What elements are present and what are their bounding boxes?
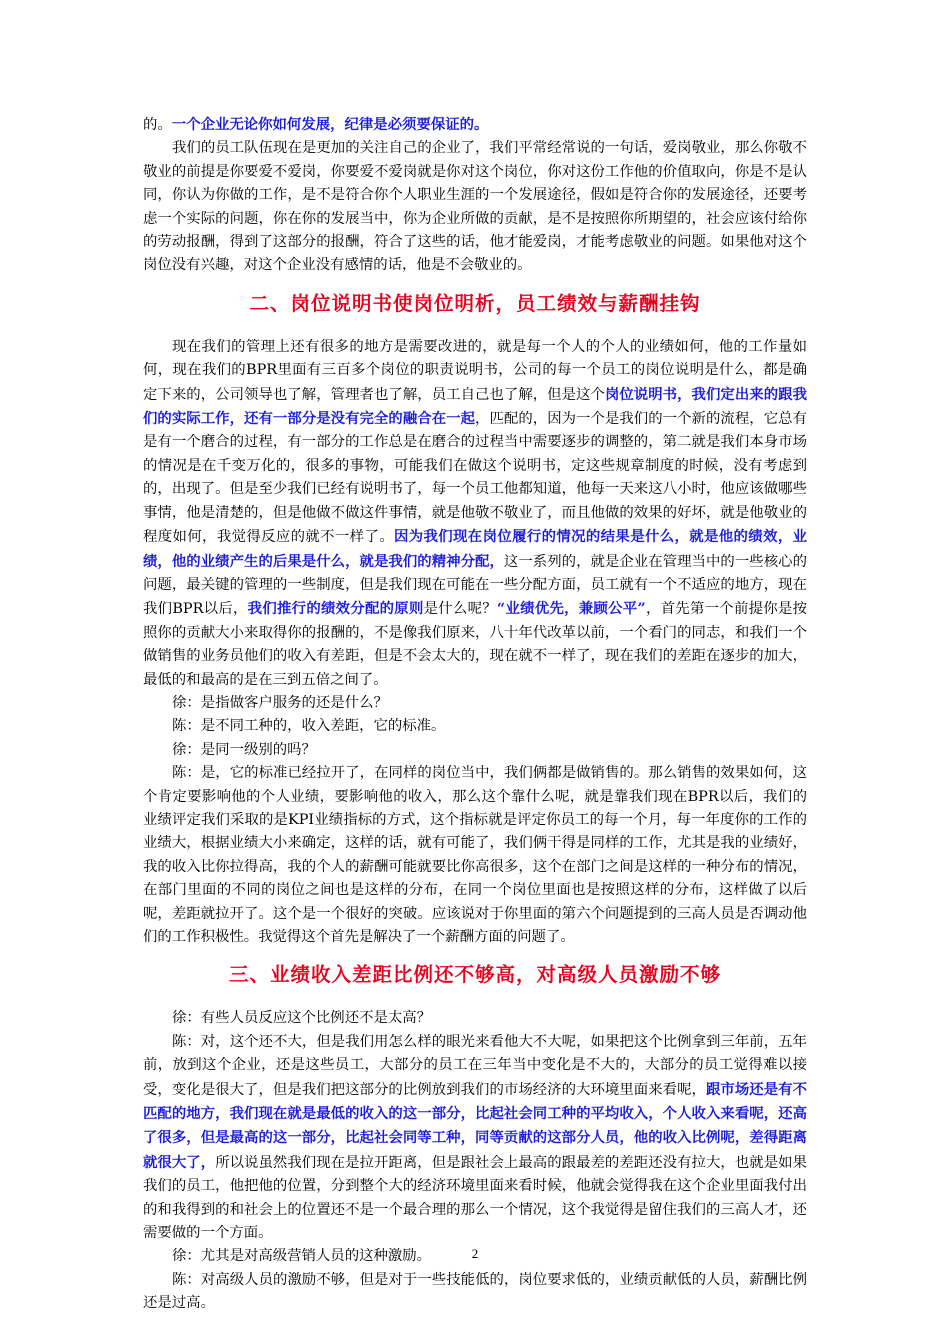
para2-text-5: ，首先第一个前提你是按照你的贡献大小来取得你的报酬的，不是像我们原来，八十年代改革以前，一个看门的同志，和我们一个做销售的业务员他们的收入有差距，但是不会太大的，现在就不一样了，现在我们的差距在逐步的加大，最低的和最高的是在三到五倍之间了。 bbox=[143, 601, 807, 688]
para2-slogan: “业绩优先，兼顾公平” bbox=[496, 600, 646, 618]
para2-text-4: 是什么呢？ bbox=[423, 601, 497, 618]
para2-emphasis-2: 因为我们现在岗位履行的情况的结果是什么，就是他的绩效，业绩，他的业绩产生的后果是什么，就是我们的精神分配， bbox=[143, 528, 807, 570]
intro-lead: 的。 bbox=[143, 117, 172, 133]
answer-emphasis: 跟市场还是有不匹配的地方，我们现在就是最低的收入的这一部分，比起社会同工种的平均收入，个人收入来看呢，还高了很多，但是最高的这一部分，比起社会同等工种，同等贡献的这部分人员，他的收入比例呢，差得距离就很大了， bbox=[143, 1080, 807, 1171]
dialog-line: 陈：是不同工种的，收入差距，它的标准。 bbox=[172, 718, 446, 735]
dialog-line: 徐：是同一级别的吗？ bbox=[172, 741, 316, 758]
para2-text-1: 现在我们的管理上还有很多的地方是需要改进的，就是每一个人的个人的业绩如何，他的工作量如何，现在我们的BPR里面有三百多个岗位的职责说明书，公司的每一个员工的岗位说明是什么，都是确定下来的，公司领导也了解，管理者也了解，员工自己也了解，但是这个 bbox=[143, 338, 807, 403]
dialog-line: 徐：有些人员反应这个比例还不是太高？ bbox=[172, 1010, 432, 1027]
answer-text-1: 陈：对，这个还不大，但是我们用怎么样的眼光来看他大不大呢，如果把这个比例拿到三年前，五年前，放到这个企业，还是这些员工，大部分的员工在三年当中变化是不大的，大部分的员工觉得难以接受，变化是很大了，但是我们把这部分的比例放到我们的市场经济的大环境里面来看呢， bbox=[143, 1033, 807, 1098]
dialog-line: 陈：是，它的标准已经拉开了，在同样的岗位当中，我们俩都是做销售的。那么销售的效果如何，这个肯定要影响他的个人业绩，要影响他的收入，那么这个靠什么呢，就是靠我们现在BPR以后，我们的业绩评定我们采取的是KPI业绩指标的方式，这个指标就是评定你员工的每一个月，每一年度你的工作的业绩大，根据业绩大小来确定，这样的话，就有可能了，我们俩干得是同样的工作，尤其是我的业绩好，我的收入比你拉得高，我的个人的薪酬可能就要比你高很多，这个在部门之间是这样的一种分布的情况，在部门里面的不同的岗位之间也是这样的分布，在同一个岗位里面也是按照这样的分布，这样做了以后呢，差距就拉开了。这个是一个很好的突破。应该说对于你里面的第六个问题提到的三高人员是否调动他们的工作积极性。我觉得这个首先是解决了一个薪酬方面的问题了。 bbox=[143, 765, 807, 945]
paragraph-1: 我们的员工队伍现在是更加的关注自己的企业了，我们平常经常说的一句话，爱岗敬业，那么你敬不敬业的前提是你要爱不爱岗，你要爱不爱岗就是你对这个岗位，你对这份工作他的价值取向，你是不是认同，你认为你做的工作，是不是符合你个人职业生涯的一个发展途径，假如是符合你的发展途径，还要考虑一个实际的问题，你在你的发展当中，你为企业所做的贡献，是不是按照你所期望的，社会应该付给你的劳动报酬，得到了这部分的报酬，符合了这些的话，他才能爱岗，才能考虑敬业的问题。如果他对这个岗位没有兴趣，对这个企业没有感情的话，他是不会敬业的。 bbox=[143, 140, 807, 274]
paragraph-2 bbox=[143, 336, 807, 692]
page-number: 2 bbox=[471, 1246, 479, 1261]
document-body bbox=[143, 113, 807, 1316]
intro-emphasis: 一个企业无论你如何发展，纪律是必须要保证的。 bbox=[171, 116, 489, 133]
dialog-line: 徐：是指做客户服务的还是什么？ bbox=[172, 694, 388, 711]
para2-text-2: ，匹配的，因为一个是我们的一个新的流程，它总有是有一个磨合的过程，有一部分的工作总是在磨合的过程当中需要逐步的调整的，第二就是我们本身市场的情况是在千变万化的，很多的事物，可能我们在做这个说明书，定这些规章制度的时候，没有考虑到的，出现了。但是至少我们已经有说明书了，每一个员工他都知道，他每一天来这八小时，他应该做哪些事情，他是清楚的，但是他做不做这件事情，就是他敬不敬业了，而且他做的效果的好坏，就是他敬业的程度如何，我觉得反应的就不一样了。 bbox=[143, 411, 807, 546]
answer-text-2: 所以说虽然我们现在是拉开距离，但是跟社会上最高的跟最差的差距还没有拉大，也就是如果我们的员工，他把他的位置，分到整个大的经济环境里面来看时候，他就会觉得我在这个企业里面我付出的和我得到的和社会上的位置还不是一个最合理的那么一个情况，这个我觉得是留住我们的三高人才，还需要做的一个方面。 bbox=[143, 1154, 807, 1242]
section-heading-3: 三、业绩收入差距比例还不够高，对高级人员激励不够 bbox=[228, 963, 721, 987]
para2-emphasis-1: 岗位说明书，我们定出来的跟我们的实际工作，还有一部分是没有完全的融合在一起 bbox=[143, 385, 807, 428]
para2-emphasis-3: 我们推行的绩效分配的原则 bbox=[247, 600, 424, 618]
dialog-line: 徐：尤其是对高级营销人员的这种激励。 bbox=[172, 1248, 432, 1265]
para2-text-3: 这一系列的，就是企业在管理当中的一些核心的问题，最关键的管理的一些制度，但是我们现在可能在一些分配方面，员工就有一个不适应的地方，现在我们BPR以后， bbox=[143, 553, 807, 618]
dialog-line: 陈：对高级人员的激励不够，但是对于一些技能低的，岗位要求低的，业绩贡献低的人员，薪酬比例还是过高。 bbox=[143, 1271, 807, 1312]
dialog-answer bbox=[143, 1031, 807, 1246]
intro-line bbox=[143, 113, 807, 137]
section-heading-2: 二、岗位说明书使岗位明析，员工绩效与薪酬挂钩 bbox=[249, 291, 701, 315]
